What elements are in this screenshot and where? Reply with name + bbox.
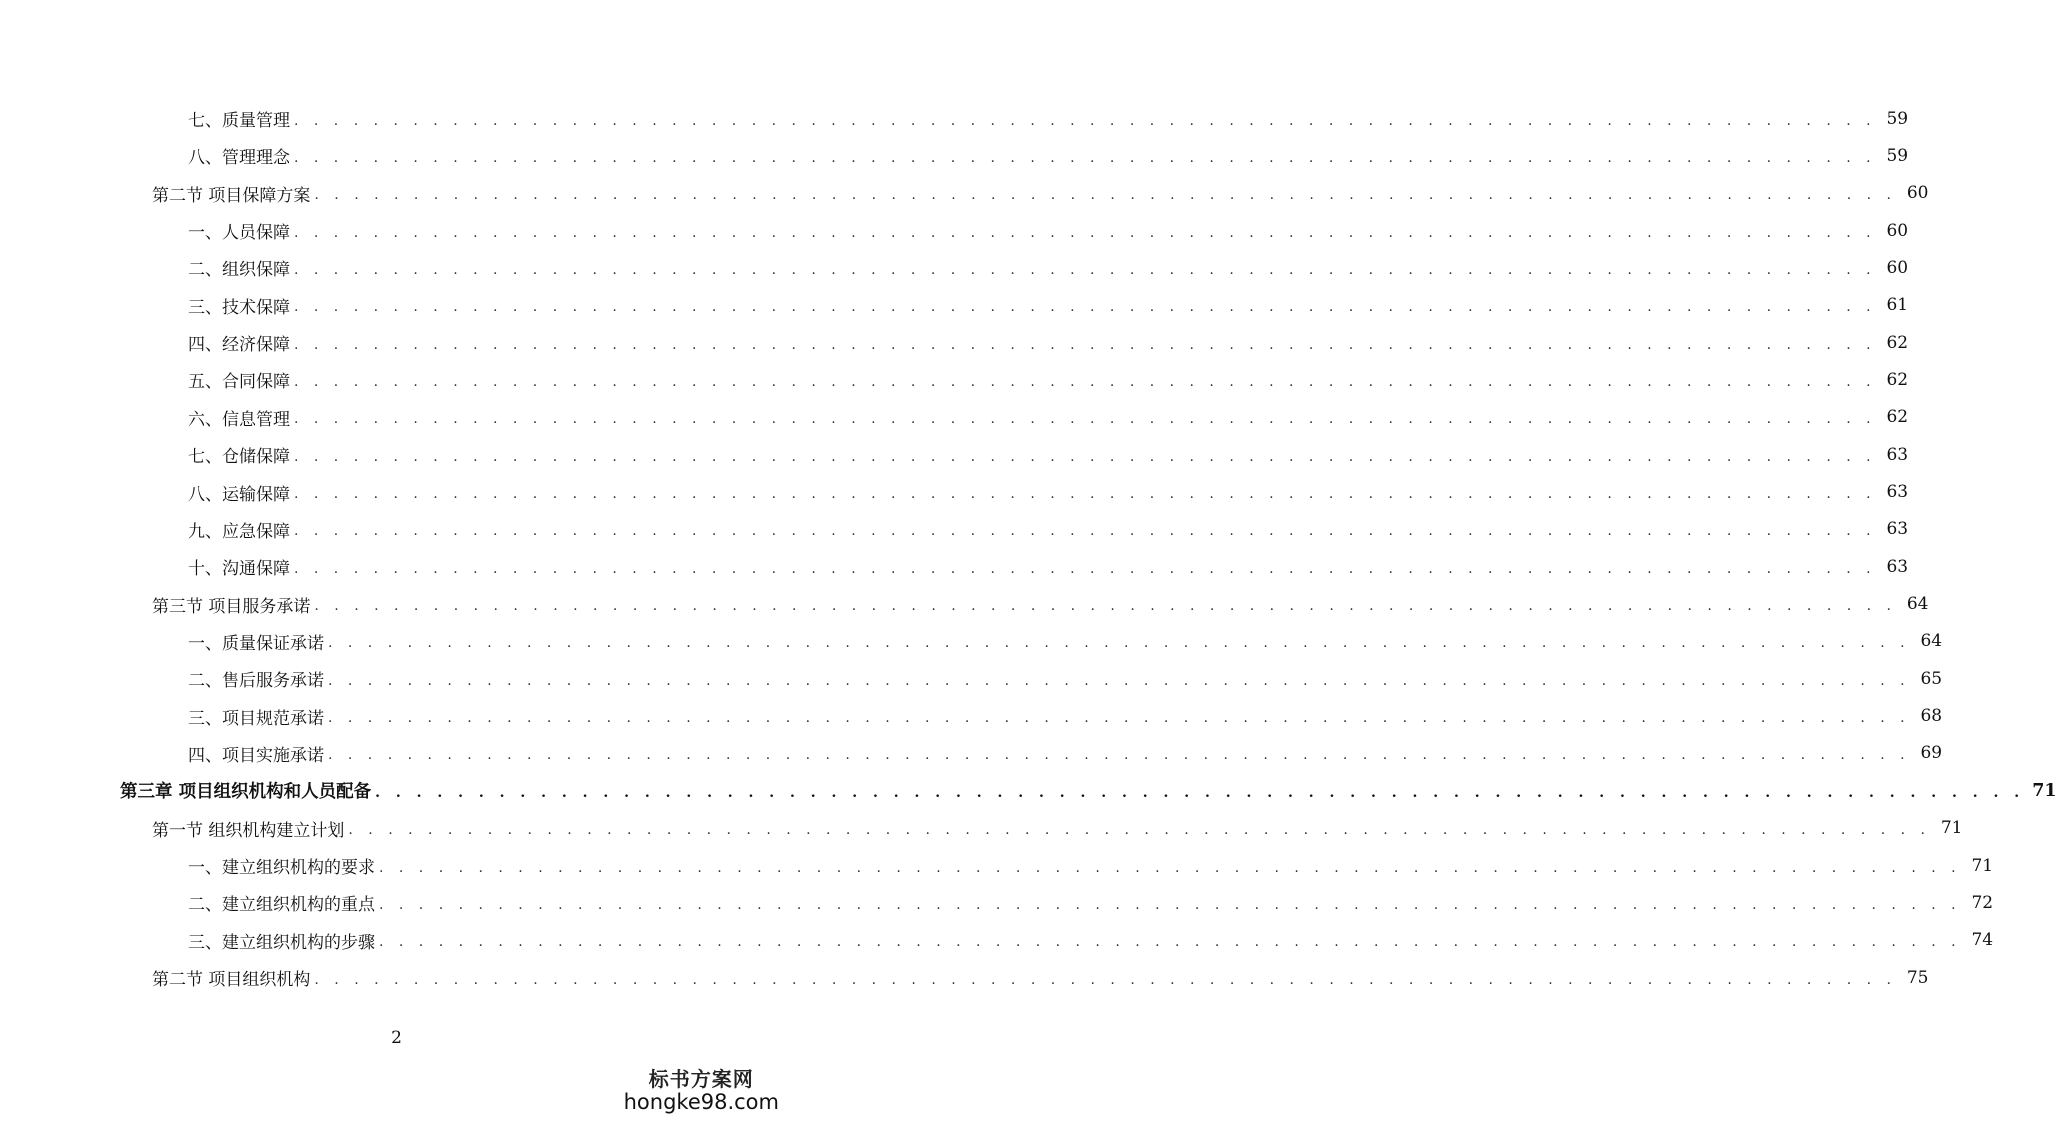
toc-entry-label: 第三节 项目服务承诺 [152,596,311,617]
toc-leader-dots: . . . . . . . . . . . . . . . . . . . . . . . . . . . . . . . . . . . . . . . . . . . . . . . . . . . . . . . . . . . . . . . . . . . . . . . . . . . . . . . . [379,896,1962,913]
toc-leader-dots: . . . . . . . . . . . . . . . . . . . . . . . . . . . . . . . . . . . . . . . . . . . . . . . . . . . . . . . . . . . . . . . . . . . . . . . . . . . . . . . . [294,448,1877,465]
toc-entry-label: 第一节 组织机构建立计划 [152,820,345,841]
toc-entry-page: 61 [1886,295,1909,316]
watermark-title: 标书方案网 [648,1067,754,1091]
toc-entry-section [152,175,1929,212]
toc-entry-label: 三、建立组织机构的步骤 [188,932,375,953]
toc-entry-label: 三、项目规范承诺 [188,708,324,729]
toc-entry-label: 第二节 项目保障方案 [152,185,311,206]
toc-entry-page: 59 [1886,108,1909,129]
toc-entry-page: 60 [1886,220,1909,241]
toc-entry-label: 二、建立组织机构的重点 [188,895,375,916]
toc-entry-label: 五、合同保障 [188,372,290,393]
toc-leader-dots: . . . . . . . . . . . . . . . . . . . . . . . . . . . . . . . . . . . . . . . . . . . . . . . . . . . . . . . . . . . . . . . . . . . . . . . . . . . . . . . . [294,299,1877,316]
toc-entry-label: 二、售后服务承诺 [188,671,324,692]
toc-leader-dots: . . . . . . . . . . . . . . . . . . . . . . . . . . . . . . . . . . . . . . . . . . . . . . . . . . . . . . . . . . . . . . . . . . . . . . . . . . . . . . . . [294,224,1877,241]
toc-leader-dots: . . . . . . . . . . . . . . . . . . . . . . . . . . . . . . . . . . . . . . . . . . . . . . . . . . . . . . . . . . . . . . . . . . . . . . . . . . . . . . . . [294,149,1877,166]
toc-entry-page: 64 [1906,594,1929,615]
toc-leader-dots: . . . . . . . . . . . . . . . . . . . . . . . . . . . . . . . . . . . . . . . . . . . . . . . . . . . . . . . . . . . . . . . . . . . . . . . . . . . . . . . . [294,373,1877,390]
toc-entry-page: 69 [1920,743,1943,764]
toc-entry-chapter [120,772,2057,809]
toc-leader-dots: . . . . . . . . . . . . . . . . . . . . . . . . . . . . . . . . . . . . . . . . . . . . . . . . . . . . . . . . . . . . . . . . . . . . . . . . . . . . . . . . [314,598,1897,615]
toc-entry-page: 63 [1886,519,1909,540]
toc-entry-label: 七、质量管理 [188,111,290,131]
toc-entry-section [152,959,1929,996]
toc-leader-dots: . . . . . . . . . . . . . . . . . . . . . . . . . . . . . . . . . . . . . . . . . . . . . . . . . . . . . . . . . . . . . . . . . . . . . . . . . . . . . . . . [328,747,1911,764]
toc-entry-page: 65 [1920,668,1943,689]
toc-leader-dots: . . . . . . . . . . . . . . . . . . . . . . . . . . . . . . . . . . . . . . . . . . . . . . . . . . . . . . . . . . . . . . . . . . . . . . . . . . . . . . . . [328,672,1911,689]
toc-entry-item [188,137,1909,174]
toc-leader-dots: . . . . . . . . . . . . . . . . . . . . . . . . . . . . . . . . . . . . . . . . . . . . . . . . . . . . . . . . . . . . . . . . . . . . . . . . . . . . . . . . [328,710,1911,727]
toc-leader-dots: . . . . . . . . . . . . . . . . . . . . . . . . . . . . . . . . . . . . . . . . . . . . . . . . . . . . . . . . . . . . . . . . . . . . . . . . . . . . . . . . [375,784,2025,801]
toc-entry-page: 71 [1940,818,1963,839]
toc-entry-item [188,548,1909,585]
toc-leader-dots: . . . . . . . . . . . . . . . . . . . . . . . . . . . . . . . . . . . . . . . . . . . . . . . . . . . . . . . . . . . . . . . . . . . . . . . . . . . . . . . . [328,635,1911,652]
toc-entry-label: 第三章 项目组织机构和人员配备 [120,782,372,803]
toc-entry-page: 63 [1886,482,1909,502]
toc-leader-dots: . . . . . . . . . . . . . . . . . . . . . . . . . . . . . . . . . . . . . . . . . . . . . . . . . . . . . . . . . . . . . . . . . . . . . . . . . . . . . . . . [294,261,1877,278]
toc-entry-page: 64 [1920,631,1943,652]
toc-entry-section [152,586,1929,623]
toc-entry-item [188,623,1943,660]
toc-entry-item [188,287,1909,324]
toc-entry-item [188,212,1909,249]
toc-entry-label: 二、组织保障 [188,260,290,281]
watermark-url: hongke98.com [623,1090,779,1114]
toc-leader-dots: . . . . . . . . . . . . . . . . . . . . . . . . . . . . . . . . . . . . . . . . . . . . . . . . . . . . . . . . . . . . . . . . . . . . . . . . . . . . . . . . [294,336,1877,353]
toc-leader-dots: . . . . . . . . . . . . . . . . . . . . . . . . . . . . . . . . . . . . . . . . . . . . . . . . . . . . . . . . . . . . . . . . . . . . . . . . . . . . . . . . [379,859,1962,876]
toc-entry-item [188,511,1909,548]
toc-leader-dots: . . . . . . . . . . . . . . . . . . . . . . . . . . . . . . . . . . . . . . . . . . . . . . . . . . . . . . . . . . . . . . . . . . . . . . . . . . . . . . . . [348,822,1931,839]
toc-entry-item [188,436,1909,473]
toc-entry-label: 三、技术保障 [188,297,290,318]
toc-entry-item [188,922,1994,959]
toc-entry-item [188,399,1909,436]
toc-entry-label: 第二节 项目组织机构 [152,970,311,991]
toc-leader-dots: . . . . . . . . . . . . . . . . . . . . . . . . . . . . . . . . . . . . . . . . . . . . . . . . . . . . . . . . . . . . . . . . . . . . . . . . . . . . . . . . [314,971,1897,988]
toc-entry-item [188,324,1909,361]
toc-entry-page: 74 [1971,930,1994,951]
toc-entry-page: 60 [1906,183,1929,204]
toc-entry-label: 八、运输保障 [188,484,290,505]
toc-entry-label: 六、信息管理 [188,409,290,430]
toc-entry-page: 60 [1886,257,1909,278]
toc-entry-item [188,100,1909,137]
toc-leader-dots: . . . . . . . . . . . . . . . . . . . . . . . . . . . . . . . . . . . . . . . . . . . . . . . . . . . . . . . . . . . . . . . . . . . . . . . . . . . . . . . . [379,934,1962,951]
toc-entry-item [188,249,1909,286]
toc-entry-label: 一、建立组织机构的要求 [188,858,375,878]
toc-entry-item [188,884,1994,921]
toc-entry-page: 75 [1906,967,1929,988]
page-number: 2 [391,1028,402,1048]
toc-entry-page: 63 [1886,556,1909,577]
toc-entry-label: 七、仓储保障 [188,447,290,468]
toc-leader-dots: . . . . . . . . . . . . . . . . . . . . . . . . . . . . . . . . . . . . . . . . . . . . . . . . . . . . . . . . . . . . . . . . . . . . . . . . . . . . . . . . [294,560,1877,577]
toc-entry-page: 68 [1920,706,1943,727]
toc-entry-item [188,660,1943,697]
watermark-logo [624,1063,779,1114]
toc-entry-label: 四、经济保障 [188,335,290,356]
toc-entry-page: 62 [1886,407,1909,428]
toc-entry-page: 59 [1886,145,1909,166]
toc-leader-dots: . . . . . . . . . . . . . . . . . . . . . . . . . . . . . . . . . . . . . . . . . . . . . . . . . . . . . . . . . . . . . . . . . . . . . . . . . . . . . . . . [294,411,1877,428]
toc-entry-item [188,847,1994,884]
toc-leader-dots: . . . . . . . . . . . . . . . . . . . . . . . . . . . . . . . . . . . . . . . . . . . . . . . . . . . . . . . . . . . . . . . . . . . . . . . . . . . . . . . . [294,486,1877,502]
toc-entry-label: 十、沟通保障 [188,559,290,580]
toc-entry-item [188,361,1909,398]
toc-entry-item [188,474,1909,511]
toc-entry-section [152,810,1963,847]
toc-leader-dots: . . . . . . . . . . . . . . . . . . . . . . . . . . . . . . . . . . . . . . . . . . . . . . . . . . . . . . . . . . . . . . . . . . . . . . . . . . . . . . . . [314,187,1897,204]
toc-leader-dots: . . . . . . . . . . . . . . . . . . . . . . . . . . . . . . . . . . . . . . . . . . . . . . . . . . . . . . . . . . . . . . . . . . . . . . . . . . . . . . . . [294,112,1877,129]
toc-entry-page: 71 [2032,780,2057,801]
toc-entry-label: 四、项目实施承诺 [188,745,324,766]
toc-entry-item [188,735,1943,772]
toc-entry-page: 62 [1886,332,1909,353]
toc-entry-label: 八、管理理念 [188,148,290,169]
toc-entry-page: 71 [1971,855,1994,876]
toc-entry-page: 62 [1886,369,1909,390]
toc-entry-page: 72 [1971,892,1994,913]
toc-entry-label: 九、应急保障 [188,521,290,542]
toc-entry-item [188,698,1943,735]
toc-entry-label: 一、质量保证承诺 [188,633,324,654]
toc-entry-label: 一、人员保障 [188,223,290,244]
toc-entry-page: 63 [1886,444,1909,465]
toc-leader-dots: . . . . . . . . . . . . . . . . . . . . . . . . . . . . . . . . . . . . . . . . . . . . . . . . . . . . . . . . . . . . . . . . . . . . . . . . . . . . . . . . [294,523,1877,540]
